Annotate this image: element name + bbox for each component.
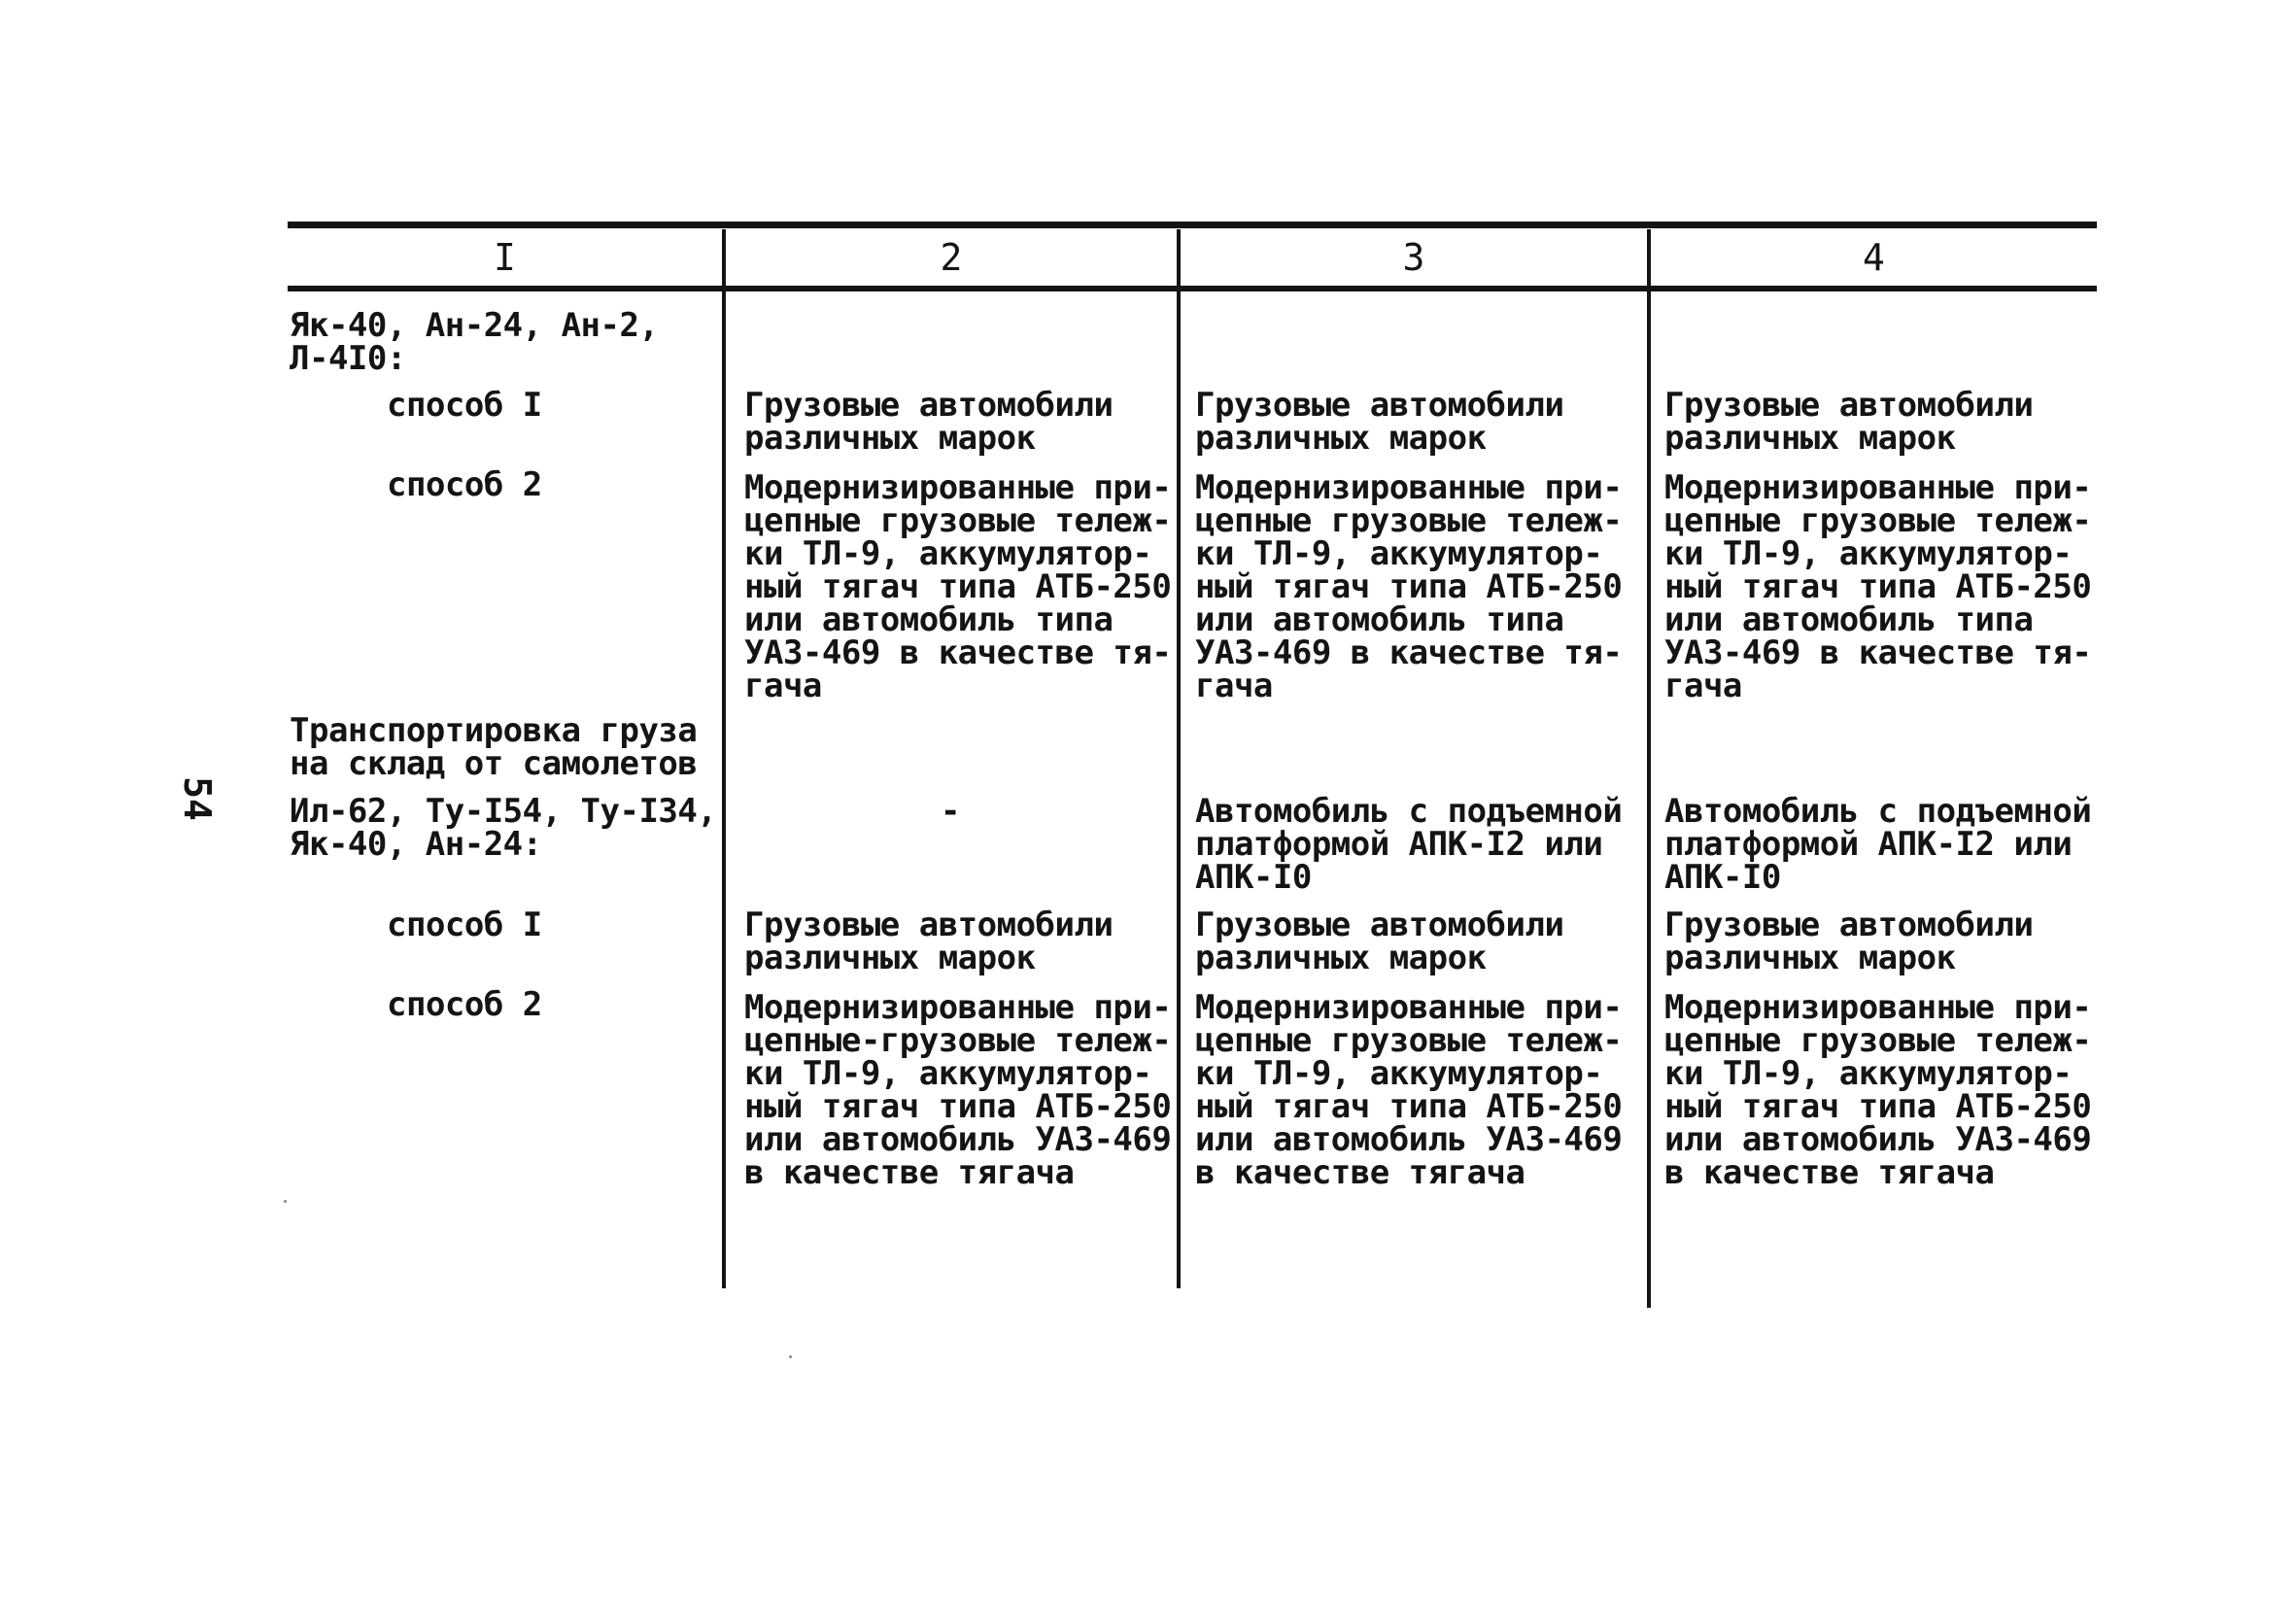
column-header-2: 2: [940, 236, 963, 279]
section-title: Транспортировка груза на склад от самолетов: [290, 711, 698, 783]
group1-method-1-label: способ I: [387, 386, 542, 425]
group2-method-1-label: способ I: [387, 906, 542, 944]
column-header-4: 4: [1863, 236, 1885, 279]
col4-group1-method2: Модернизированные при- цепные грузовые тележ- ки ТЛ-9, аккумулятор- ный тягач типа АТБ-250 или автомобиль типа УАЗ-469 в качестве тя- гача: [1664, 468, 2092, 705]
table-top-rule: [288, 222, 2097, 228]
col2-group2-method2: Модернизированные при- цепные-грузовые тележ- ки ТЛ-9, аккумулятор- ный тягач типа АТБ-250 или автомобиль УАЗ-469 в качестве тягача: [744, 988, 1172, 1192]
column-divider-1: [722, 229, 726, 1288]
col4-group2-method2: Модернизированные при- цепные грузовые тележ- ки ТЛ-9, аккумулятор- ный тягач типа АТБ-250 или автомобиль УАЗ-469 в качестве тягача: [1664, 988, 2092, 1192]
col4-group2-vehicle: Автомобиль с подъемной платформой АПК-I2 или АПК-I0: [1664, 792, 2092, 897]
col3-group2-method1: Грузовые автомобили различных марок: [1195, 906, 1564, 977]
col2-group2-dash: -: [941, 792, 960, 831]
aircraft-group-2: Ил-62, Ту-I54, Ту-I34, Як-40, Ан-24:: [290, 792, 717, 864]
column-header-3: 3: [1402, 236, 1425, 279]
scan-speck: [789, 1355, 792, 1358]
column-divider-2: [1177, 229, 1181, 1288]
col2-group1-method2: Модернизированные при- цепные грузовые тележ- ки ТЛ-9, аккумулятор- ный тягач типа АТБ-250 или автомобиль типа УАЗ-469 в качестве тя- гача: [744, 468, 1172, 705]
col2-group2-method1: Грузовые автомобили различных марок: [744, 906, 1114, 977]
col3-group2-method2: Модернизированные при- цепные грузовые тележ- ки ТЛ-9, аккумулятор- ный тягач типа АТБ-250 или автомобиль УАЗ-469 в качестве тягача: [1195, 988, 1623, 1192]
aircraft-group-1: Як-40, Ан-24, Ан-2, Л-4I0:: [290, 306, 659, 378]
col3-group2-vehicle: Автомобиль с подъемной платформой АПК-I2 или АПК-I0: [1195, 792, 1623, 897]
group2-method-2-label: способ 2: [387, 985, 542, 1024]
col4-group2-method1: Грузовые автомобили различных марок: [1664, 906, 2034, 977]
col3-group1-method2: Модернизированные при- цепные грузовые тележ- ки ТЛ-9, аккумулятор- ный тягач типа АТБ-250 или автомобиль типа УАЗ-469 в качестве тя- гача: [1195, 468, 1623, 705]
column-divider-3: [1647, 229, 1651, 1308]
col4-group1-method1: Грузовые автомобили различных марок: [1664, 386, 2034, 458]
group1-method-2-label: способ 2: [387, 465, 542, 504]
table-header-rule: [288, 286, 2097, 291]
scan-speck: [284, 1200, 287, 1203]
page-number: 54: [175, 776, 219, 821]
col2-group1-method1: Грузовые автомобили различных марок: [744, 386, 1114, 458]
col3-group1-method1: Грузовые автомобили различных марок: [1195, 386, 1564, 458]
column-header-1: I: [494, 236, 516, 279]
